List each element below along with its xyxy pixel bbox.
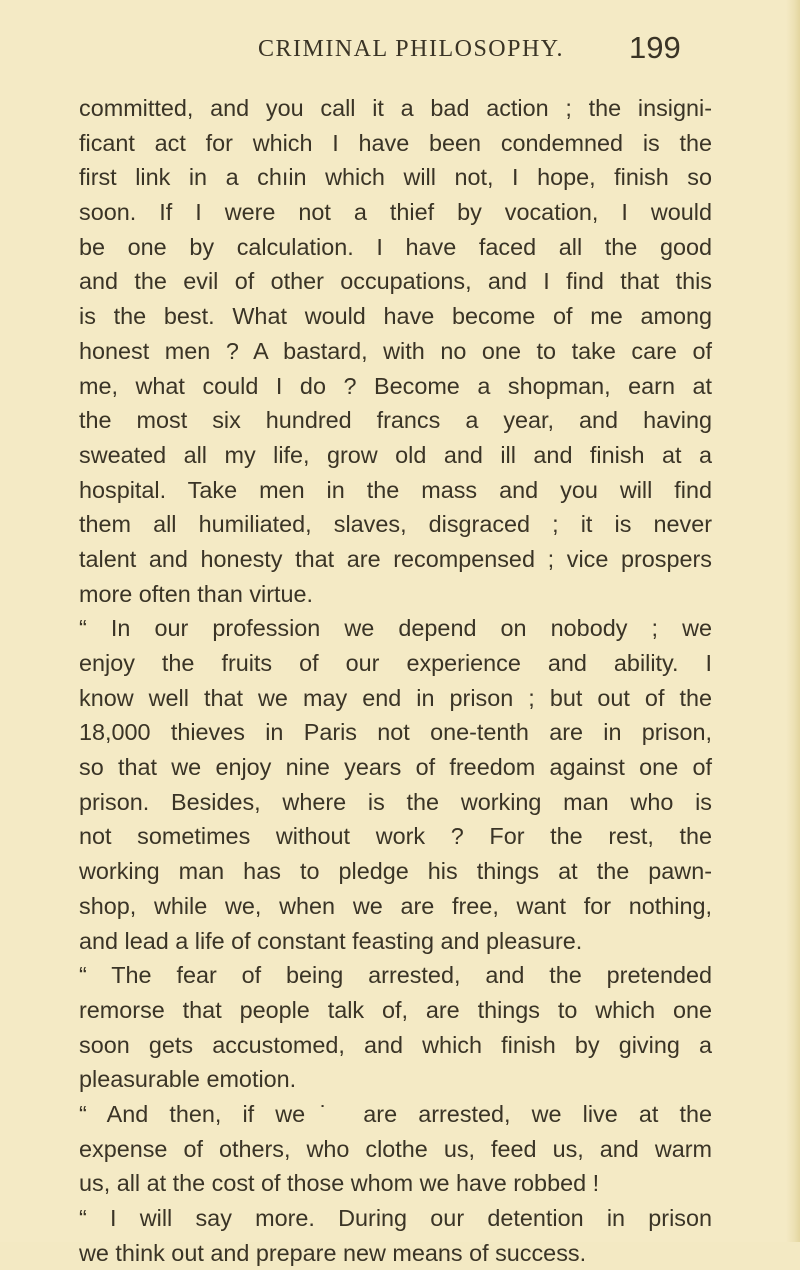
text-line: enjoy the fruits of our experience and ability. I (79, 650, 712, 676)
text-line: honest men ? A bastard, with no one to take care of (79, 337, 712, 364)
text-line: soon gets accustomed, and which finish by giving a (79, 1031, 712, 1058)
text-line: we think out and prepare new means of success. (79, 1239, 587, 1266)
text-line: 18,000 thieves in Paris not one-tenth are in prison, (79, 719, 712, 746)
text-line: know well that we may end in prison ; but out of the (79, 684, 712, 711)
text-line: first link in a chıin which will not, I hope, finish so (79, 164, 712, 191)
text-line: is the best. What would have become of me among (79, 303, 712, 330)
text-line: “ The fear of being arrested, and the pretended (79, 962, 712, 989)
text-line: us, all at the cost of those whom we have robbed ! (79, 1170, 600, 1197)
text-line: the most six hundred francs a year, and having (79, 407, 712, 434)
text-line: shop, while we, when we are free, want for nothing, (79, 892, 712, 919)
text-line: so that we enjoy nine years of freedom against one of (79, 754, 712, 781)
text-line: working man has to pledge his things at the pawn- (79, 858, 712, 885)
text-line: expense of others, who clothe us, feed us, and warm (79, 1135, 712, 1162)
text-line: be one by calculation. I have faced all the good (79, 233, 712, 260)
text-line: more often than virtue. (79, 580, 314, 607)
page-header (0, 30, 800, 80)
text-line: “ I will say more. During our detention in prison (79, 1205, 712, 1231)
page-edge-shadow (786, 0, 800, 1242)
text-line: committed, and you call it a bad action ; the insigni- (79, 95, 712, 121)
body-text (79, 91, 712, 1270)
text-line: remorse that people talk of, are things to which one (79, 996, 712, 1023)
text-line: and the evil of other occupations, and I find that this (79, 268, 712, 295)
text-line: sweated all my life, grow old and ill and finish at a (79, 441, 712, 468)
text-line: “ And then, if we˙ are arrested, we live at the (79, 1100, 712, 1127)
text-line: talent and honesty that are recompensed ; vice prospers (79, 545, 712, 572)
text-line: hospital. Take men in the mass and you will find (79, 476, 712, 503)
text-line: ficant act for which I have been condemned is the (79, 129, 712, 156)
text-line: and lead a life of constant feasting and pleasure. (79, 927, 583, 954)
running-head: CRIMINAL PHILOSOPHY. (258, 36, 565, 62)
text-line: me, what could I do ? Become a shopman, earn at (79, 372, 712, 399)
text-line: not sometimes without work ? For the rest, the (79, 823, 712, 850)
text-line: “ In our profession we depend on nobody ; we (79, 615, 712, 642)
text-line: prison. Besides, where is the working man who is (79, 788, 712, 815)
text-line: them all humiliated, slaves, disgraced ; it is never (79, 511, 712, 538)
text-line: soon. If I were not a thief by vocation, I would (79, 199, 712, 226)
page-number: 199 (629, 30, 681, 65)
text-line: pleasurable emotion. (79, 1066, 297, 1093)
